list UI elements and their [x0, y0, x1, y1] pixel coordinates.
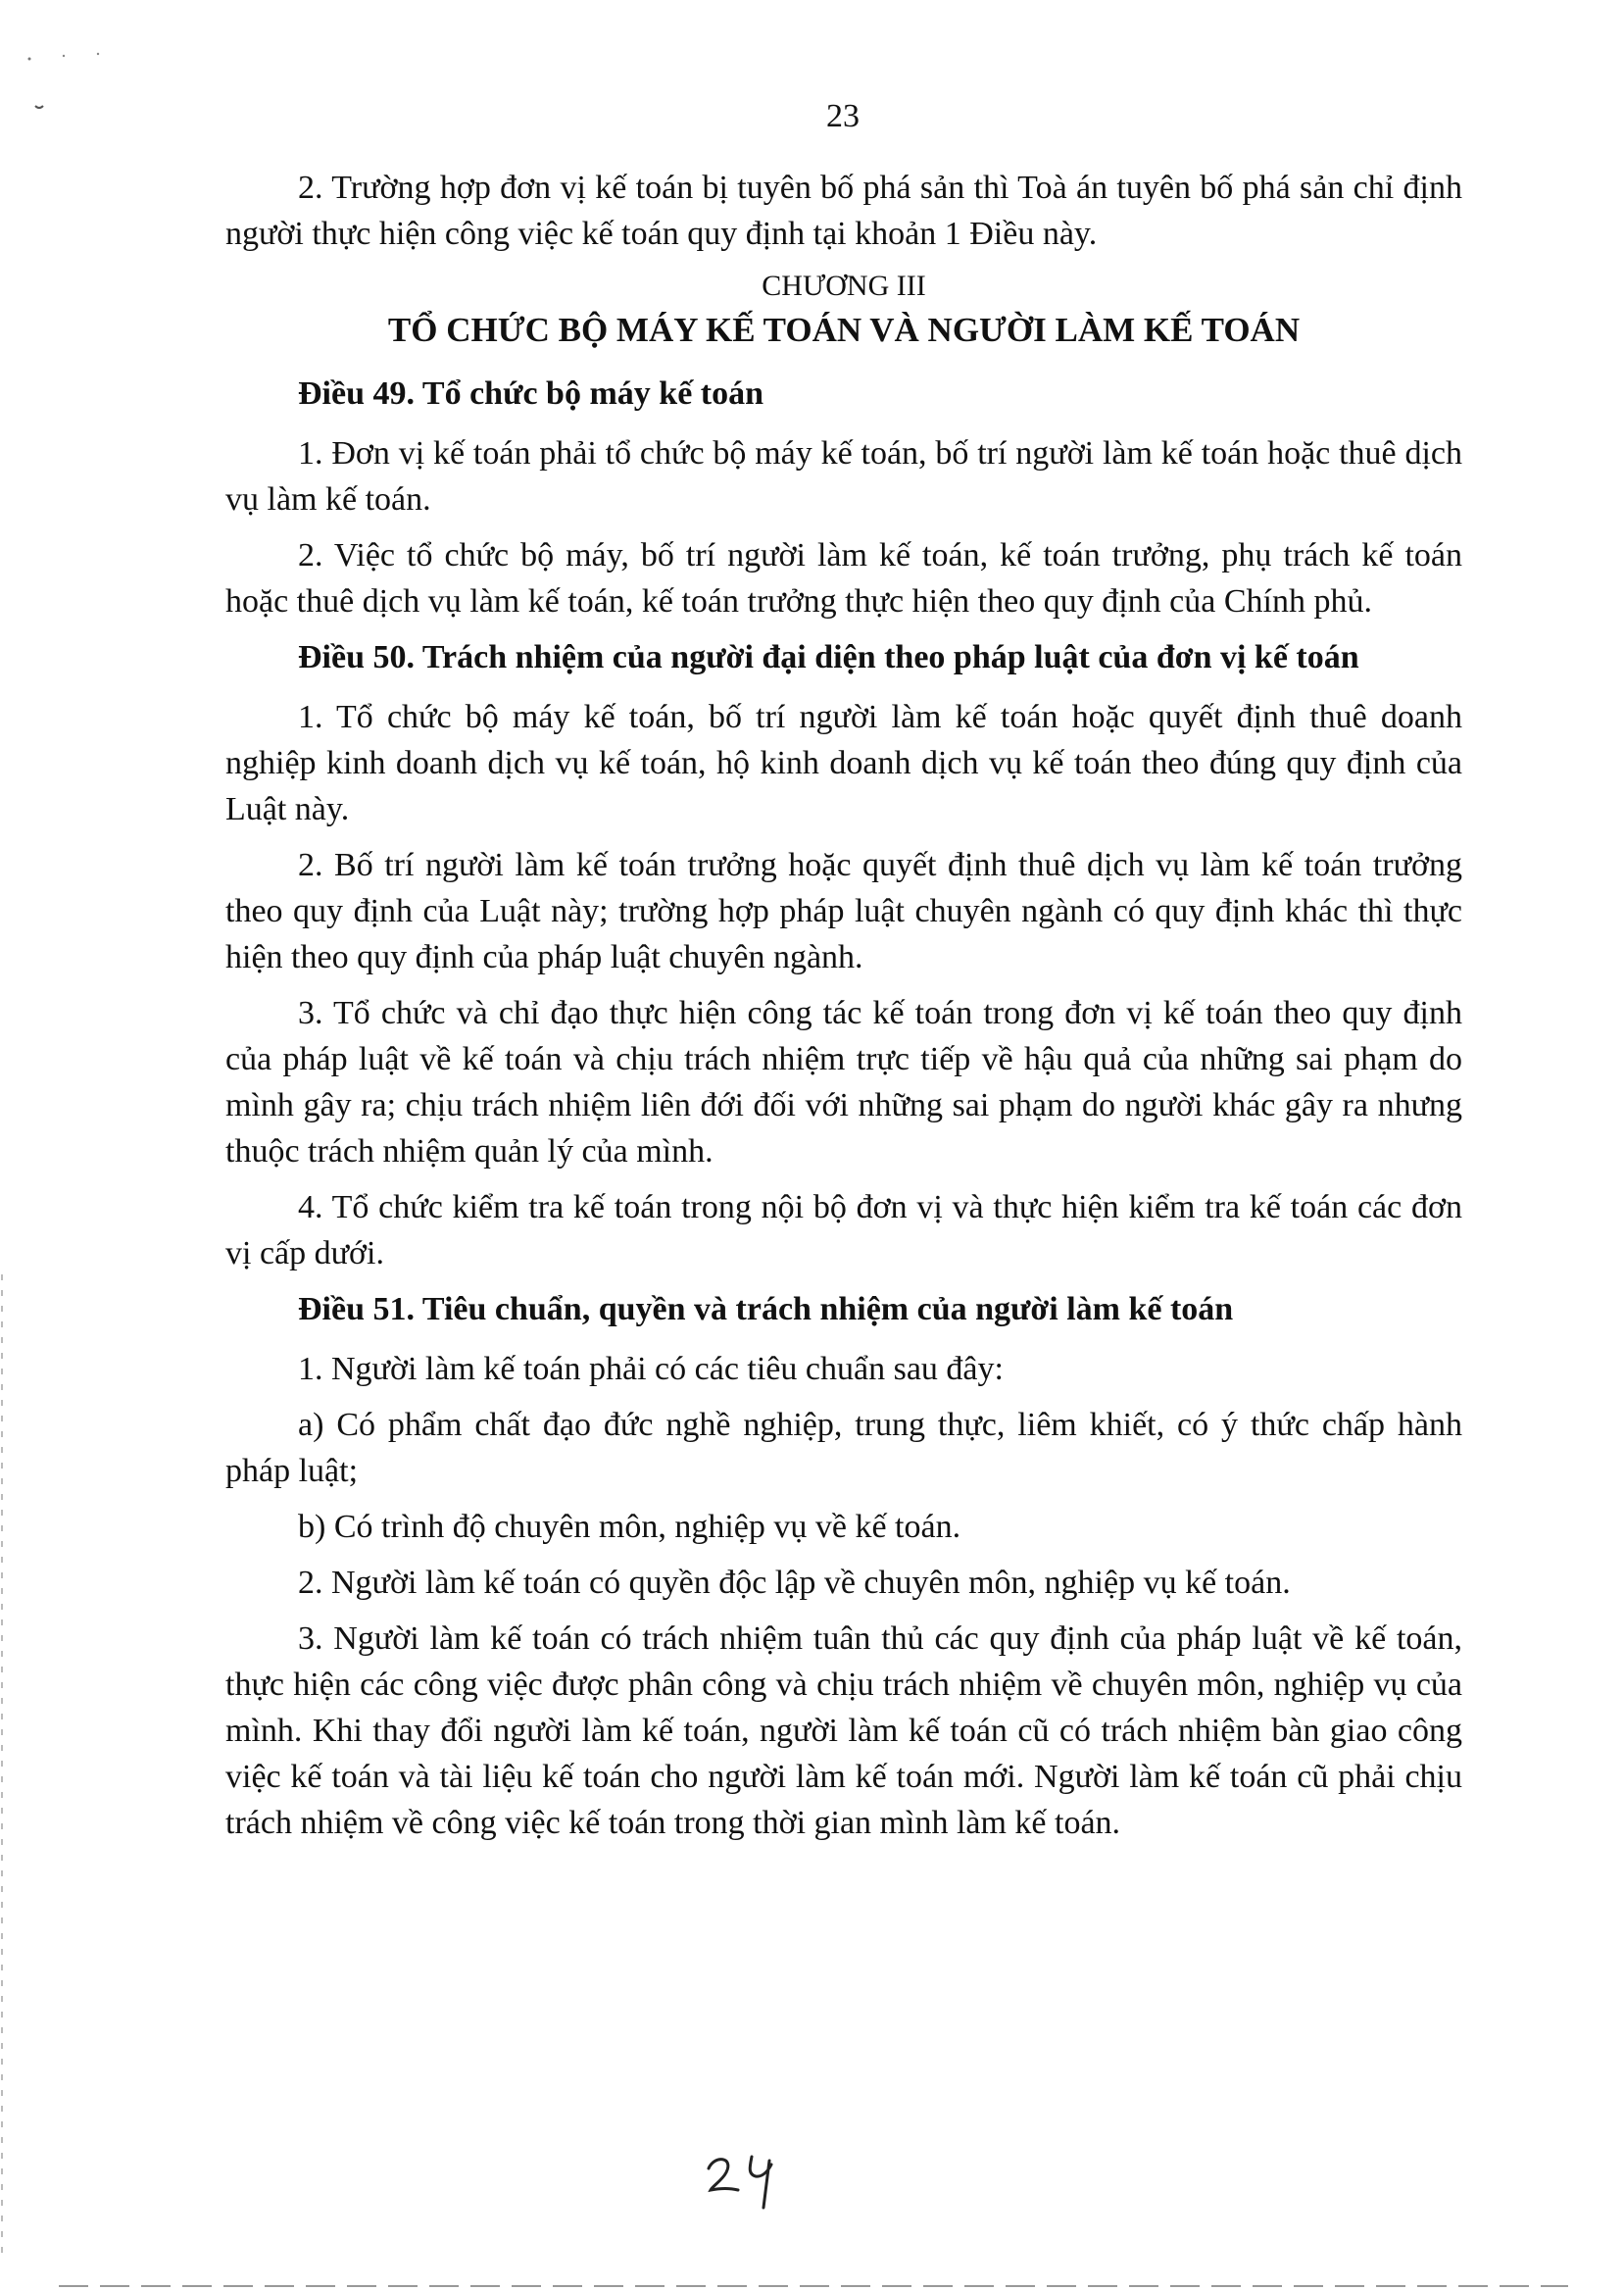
opening-paragraph: 2. Trường hợp đơn vị kế toán bị tuyên bố phá sản thì Toà án tuyên bố phá sản chỉ định người thực hiện công việc kế toán quy định tại khoản 1 Điều này. — [225, 170, 1462, 252]
article-clause: a) Có phẩm chất đạo đức nghề nghiệp, trung thực, liêm khiết, có ý thức chấp hành pháp luật; — [225, 1407, 1462, 1489]
article-title: Điều 50. Trách nhiệm của người đại diện theo pháp luật của đơn vị kế toán — [298, 639, 1359, 675]
article-clause: 2. Người làm kế toán có quyền độc lập về chuyên môn, nghiệp vụ kế toán. — [298, 1565, 1291, 1601]
handwritten-page-mark — [701, 2147, 789, 2216]
article-clause: 3. Tổ chức và chỉ đạo thực hiện công tác kế toán trong đơn vị kế toán theo quy định của pháp luật về kế toán và chịu trách nhiệm trực tiếp về hậu quả của những sai phạm do mình gây ra; chịu trách nhiệm liên đới đối với những sai phạm do người khác gây ra nhưng thuộc trách nhiệm quản lý của mình. — [225, 995, 1462, 1170]
article-clause: 1. Người làm kế toán phải có các tiêu chuẩn sau đây: — [298, 1351, 1004, 1387]
article-clause: 2. Bố trí người làm kế toán trưởng hoặc quyết định thuê dịch vụ làm kế toán trưởng theo quy định của Luật này; trường hợp pháp luật chuyên ngành có quy định khác thì thực hiện theo quy định của pháp luật chuyên ngành. — [225, 847, 1462, 975]
article-51 — [225, 1286, 1462, 1846]
article-clause: 1. Tổ chức bộ máy kế toán, bố trí người làm kế toán hoặc quyết định thuê doanh nghiệp kinh doanh dịch vụ kế toán, hộ kinh doanh dịch vụ kế toán theo đúng quy định của Luật này. — [225, 699, 1462, 827]
handwritten-digit-2 — [709, 2160, 738, 2190]
page-number: 23 — [826, 98, 860, 134]
article-50 — [225, 634, 1462, 1276]
article-clause: b) Có trình độ chuyên môn, nghiệp vụ về kế toán. — [298, 1509, 961, 1545]
article-clause: 2. Việc tổ chức bộ máy, bố trí người làm kế toán, kế toán trưởng, phụ trách kế toán hoặc thuê dịch vụ làm kế toán, kế toán trưởng thực hiện theo quy định của Chính phủ. — [225, 537, 1462, 620]
chapter-label: CHƯƠNG III — [762, 270, 926, 302]
handwritten-digit-4 — [750, 2157, 771, 2208]
article-clause: 4. Tổ chức kiểm tra kế toán trong nội bộ đơn vị và thực hiện kiểm tra kế toán các đơn vị cấp dưới. — [225, 1189, 1462, 1271]
article-title: Điều 49. Tổ chức bộ máy kế toán — [298, 375, 764, 412]
article-clause: 3. Người làm kế toán có trách nhiệm tuân thủ các quy định của pháp luật về kế toán, thực hiện các công việc được phân công và chịu trách nhiệm về chuyên môn, nghiệp vụ của mình. Khi thay đổi người làm kế toán, người làm kế toán cũ có trách nhiệm bàn giao công việc kế toán và tài liệu kế toán cho người làm kế toán mới. Người làm kế toán cũ phải chịu trách nhiệm về công việc kế toán trong thời gian mình làm kế toán. — [225, 1620, 1462, 1841]
document-body — [225, 165, 1462, 1856]
article-title: Điều 51. Tiêu chuẩn, quyền và trách nhiệm của người làm kế toán — [298, 1291, 1234, 1327]
article-49 — [225, 371, 1462, 624]
chapter-title: TỔ CHỨC BỘ MÁY KẾ TOÁN VÀ NGƯỜI LÀM KẾ TOÁN — [387, 311, 1301, 349]
article-clause: 1. Đơn vị kế toán phải tổ chức bộ máy kế toán, bố trí người làm kế toán hoặc thuê dịch vụ làm kế toán. — [225, 435, 1462, 518]
